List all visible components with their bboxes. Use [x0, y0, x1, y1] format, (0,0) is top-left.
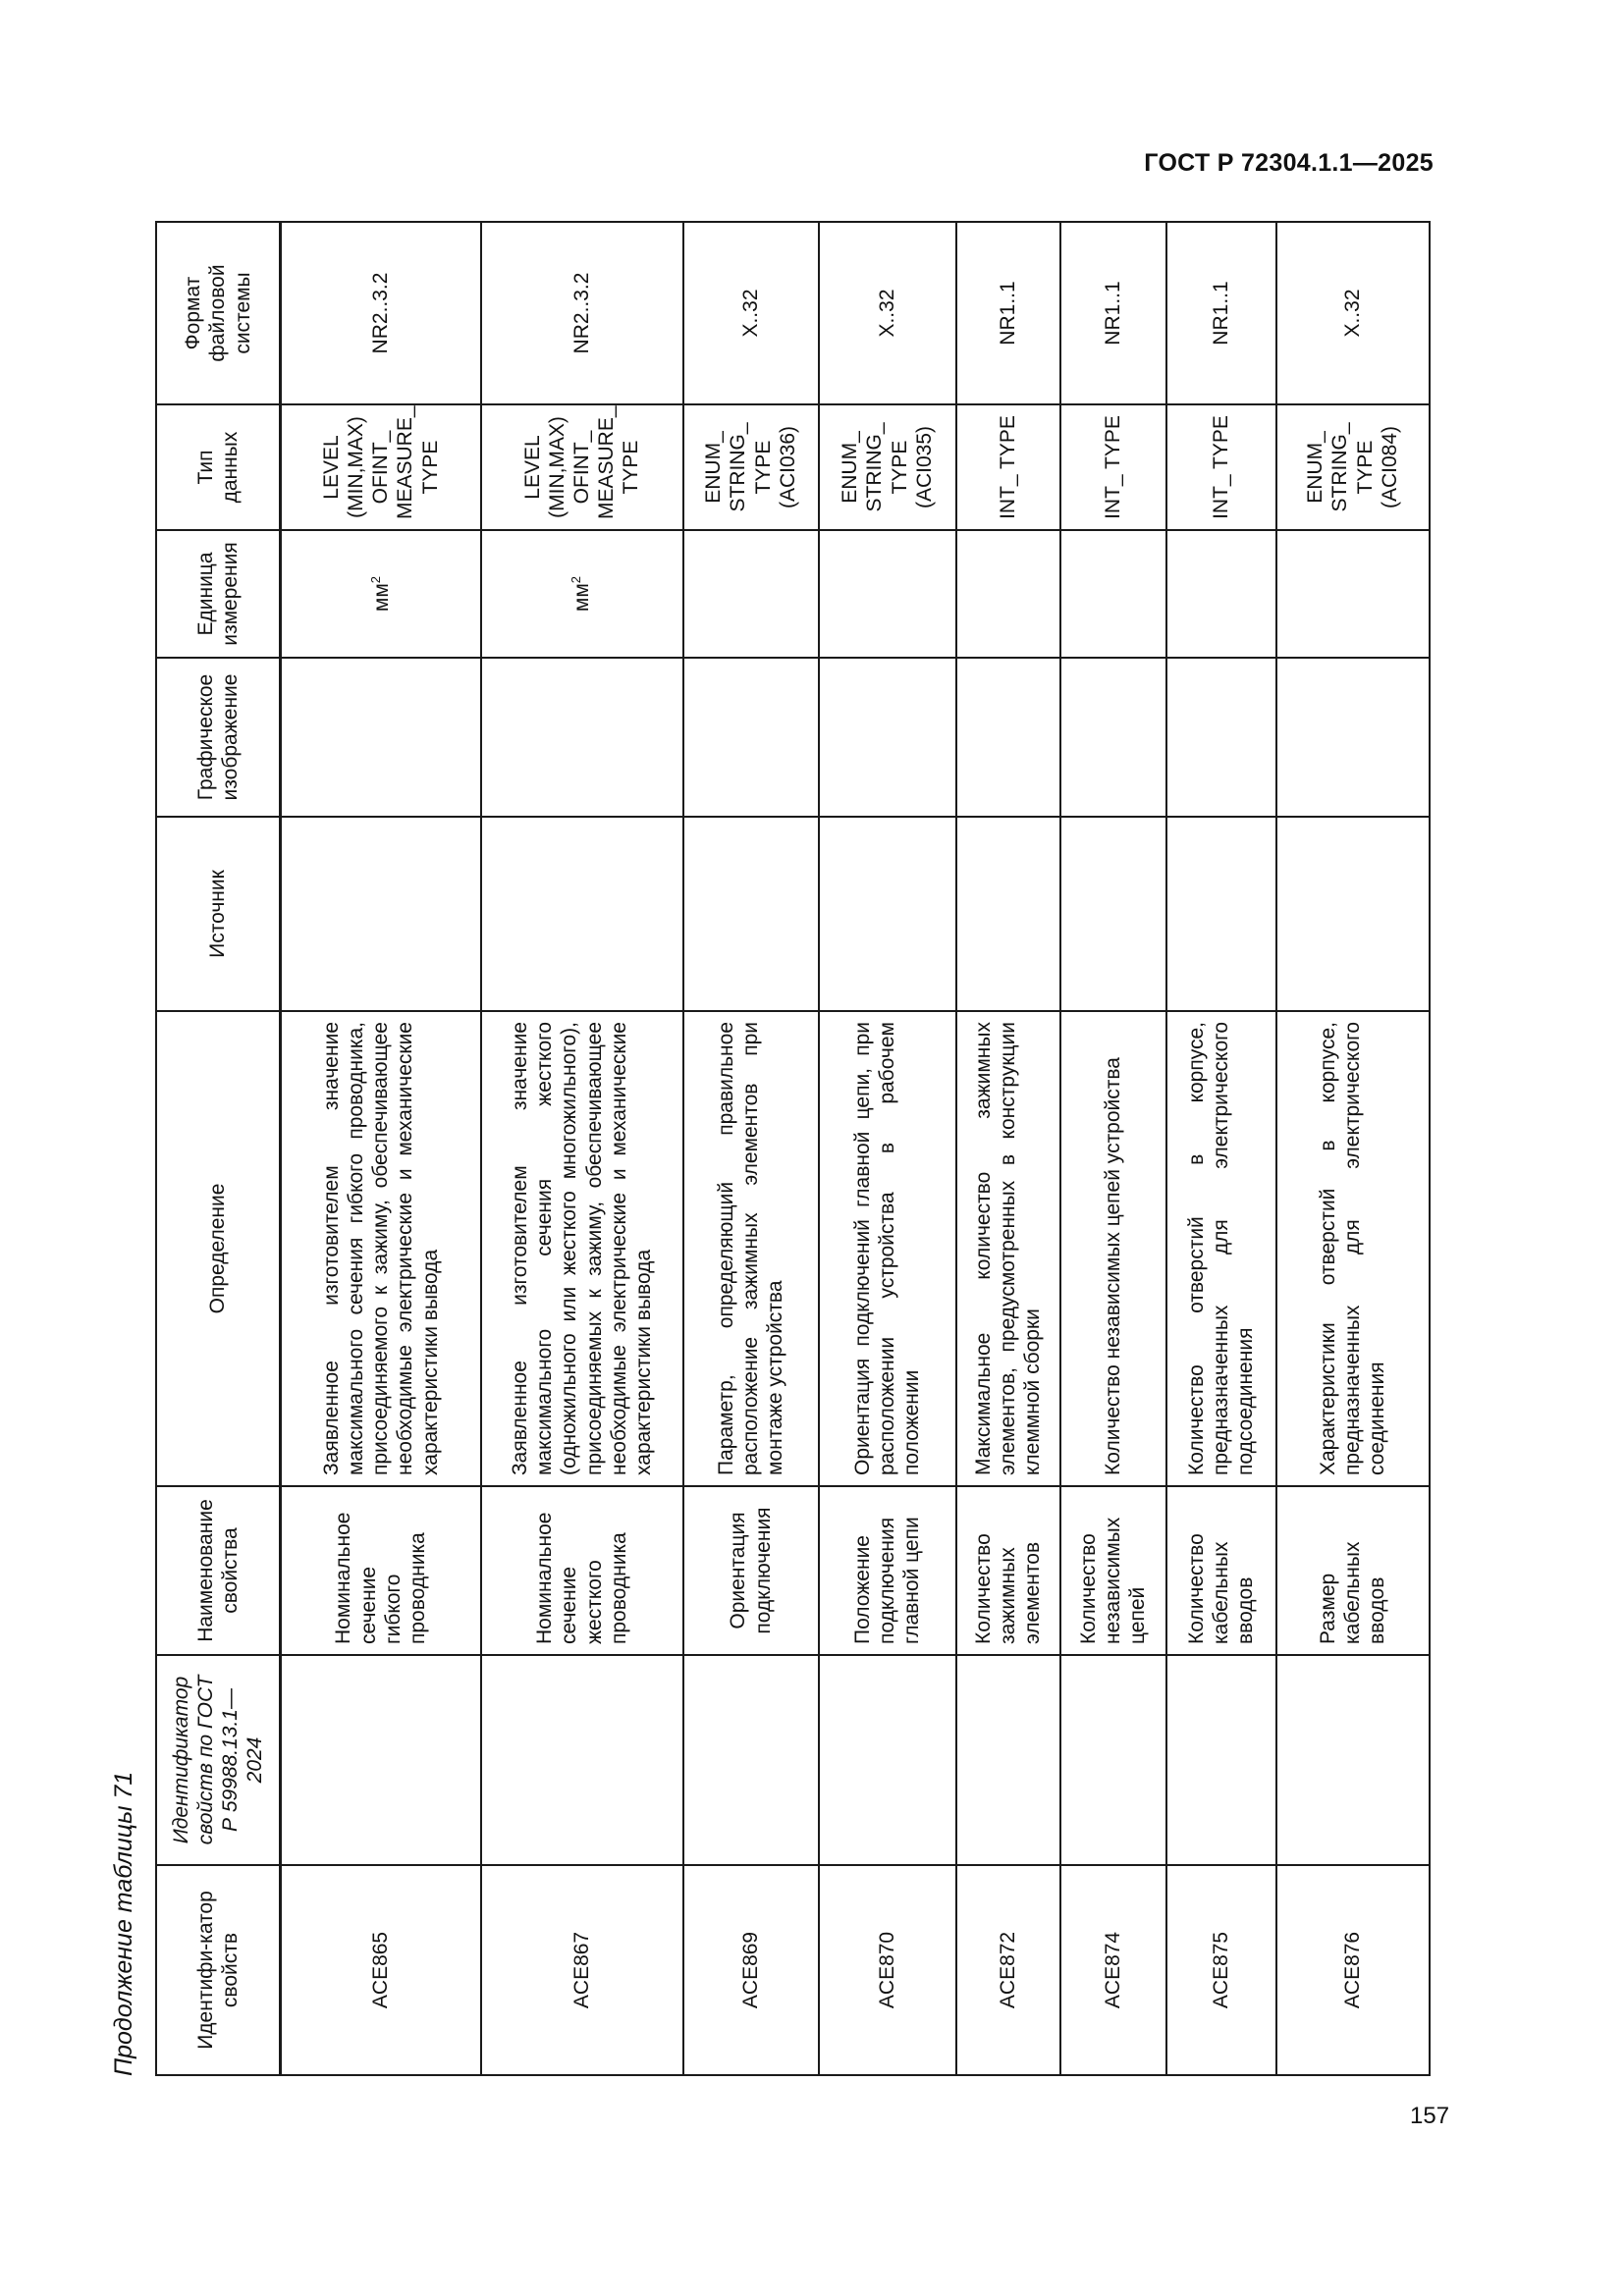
property-name: Размер кабельных вводов	[1276, 1486, 1430, 1655]
property-graphic	[1060, 658, 1166, 817]
property-format: X..32	[683, 222, 819, 404]
property-definition: Ориентация подключений главной цепи, при расположении устройства в рабочем положении	[819, 1011, 956, 1486]
property-unit	[683, 530, 819, 658]
property-graphic	[683, 658, 819, 817]
property-unit	[819, 530, 956, 658]
property-definition: Заявленное изготовителем значение максимального сечения жесткого (одножильного или жесткого многожильного), присоединяемых к зажиму, обеспечивающее необходимые электрические и механические характеристики вывода	[481, 1011, 683, 1486]
property-definition: Количество отверстий в корпусе, предназначенных для электрического подсоединения	[1166, 1011, 1276, 1486]
property-datatype: INT_ TYPE	[956, 404, 1060, 530]
property-datatype: INT_ TYPE	[1060, 404, 1166, 530]
property-definition: Количество независимых цепей устройства	[1060, 1011, 1166, 1486]
property-name: Номинальное сечение гибкого проводника	[281, 1486, 481, 1655]
property-id: ACE872	[956, 1865, 1060, 2075]
unit-text: мм	[369, 583, 393, 613]
property-format: NR1..1	[956, 222, 1060, 404]
property-format: NR1..1	[1166, 222, 1276, 404]
table-row	[1060, 222, 1166, 2075]
rotated-table-wrapper	[155, 233, 1414, 2076]
property-definition: Характеристики отверстий в корпусе, предназначенных для электрического соединения	[1276, 1011, 1430, 1486]
column-header: Идентифи-катор свойств	[156, 1865, 281, 2075]
unit-text: мм	[570, 583, 594, 613]
property-unit	[1166, 530, 1276, 658]
table-row	[956, 222, 1060, 2075]
property-unit	[281, 530, 481, 658]
property-definition: Параметр, определяющий правильное расположение зажимных элементов при монтаже устройства	[683, 1011, 819, 1486]
gost-id	[1166, 1655, 1276, 1865]
property-unit	[481, 530, 683, 658]
property-graphic	[281, 658, 481, 817]
table-row	[683, 222, 819, 2075]
table-row	[1276, 222, 1430, 2075]
column-header: Источник	[156, 817, 281, 1011]
column-header: Графическое изображение	[156, 658, 281, 817]
table-row	[1166, 222, 1276, 2075]
property-format: X..32	[1276, 222, 1430, 404]
property-format: NR1..1	[1060, 222, 1166, 404]
property-unit	[956, 530, 1060, 658]
table-header-row	[156, 222, 281, 2075]
property-definition: Максимальное количество зажимных элементов, предусмотренных в конструкции клеммной сборки	[956, 1011, 1060, 1486]
property-name: Номинальное сечение жесткого проводника	[481, 1486, 683, 1655]
property-datatype: ENUM_ STRING_ TYPE (ACI084)	[1276, 404, 1430, 530]
property-graphic	[1166, 658, 1276, 817]
property-name: Положение подключения главной цепи	[819, 1486, 956, 1655]
property-datatype: LEVEL (MIN,MAX) OFINT_ MEASURE_ TYPE	[481, 404, 683, 530]
property-graphic	[481, 658, 683, 817]
gost-id	[281, 1655, 481, 1865]
property-id: ACE867	[481, 1865, 683, 2075]
property-datatype: LEVEL (MIN,MAX) OFINT_ MEASURE_ TYPE	[281, 404, 481, 530]
column-header: Формат файловой системы	[156, 222, 281, 404]
property-id: ACE865	[281, 1865, 481, 2075]
property-datatype: ENUM_ STRING_ TYPE (ACI035)	[819, 404, 956, 530]
property-unit	[1060, 530, 1166, 658]
column-header: Определение	[156, 1011, 281, 1486]
property-id: ACE869	[683, 1865, 819, 2075]
property-definition: Заявленное изготовителем значение максимального сечения гибкого проводника, присоединяемого к зажиму, обеспечивающее необходимые электрические и механические характеристики вывода	[281, 1011, 481, 1486]
property-source	[683, 817, 819, 1011]
property-name: Ориентация подключения	[683, 1486, 819, 1655]
table-row	[281, 222, 481, 2075]
properties-table	[155, 221, 1431, 2076]
column-header: Тип данных	[156, 404, 281, 530]
property-graphic	[819, 658, 956, 817]
unit-superscript: 2	[568, 575, 584, 584]
property-source	[281, 817, 481, 1011]
property-graphic	[956, 658, 1060, 817]
table-caption: Продолжение таблицы 71	[110, 1771, 137, 2076]
property-format: X..32	[819, 222, 956, 404]
property-source	[481, 817, 683, 1011]
property-source	[956, 817, 1060, 1011]
gost-id	[956, 1655, 1060, 1865]
gost-id	[1276, 1655, 1430, 1865]
property-format: NR2..3.2	[281, 222, 481, 404]
property-source	[1276, 817, 1430, 1011]
gost-id	[481, 1655, 683, 1865]
table-row	[819, 222, 956, 2075]
gost-id	[819, 1655, 956, 1865]
column-header: Наименование свойства	[156, 1486, 281, 1655]
property-format: NR2..3.2	[481, 222, 683, 404]
page-number: 157	[1410, 2103, 1450, 2129]
property-name: Количество кабельных вводов	[1166, 1486, 1276, 1655]
property-datatype: ENUM_ STRING_ TYPE (ACI036)	[683, 404, 819, 530]
column-header: Единица измерения	[156, 530, 281, 658]
unit-superscript: 2	[367, 575, 383, 584]
document-code: ГОСТ Р 72304.1.1—2025	[1144, 149, 1434, 177]
column-header: Идентификатор свойств по ГОСТ Р 59988.13.1—2024	[156, 1655, 281, 1865]
property-id: ACE875	[1166, 1865, 1276, 2075]
table-row	[481, 222, 683, 2075]
property-name: Количество независимых цепей	[1060, 1486, 1166, 1655]
property-id: ACE876	[1276, 1865, 1430, 2075]
property-graphic	[1276, 658, 1430, 817]
gost-id	[1060, 1655, 1166, 1865]
property-name: Количество зажимных элементов	[956, 1486, 1060, 1655]
property-datatype: INT_ TYPE	[1166, 404, 1276, 530]
property-id: ACE870	[819, 1865, 956, 2075]
property-source	[1166, 817, 1276, 1011]
property-source	[1060, 817, 1166, 1011]
gost-id	[683, 1655, 819, 1865]
property-unit	[1276, 530, 1430, 658]
property-source	[819, 817, 956, 1011]
property-id: ACE874	[1060, 1865, 1166, 2075]
